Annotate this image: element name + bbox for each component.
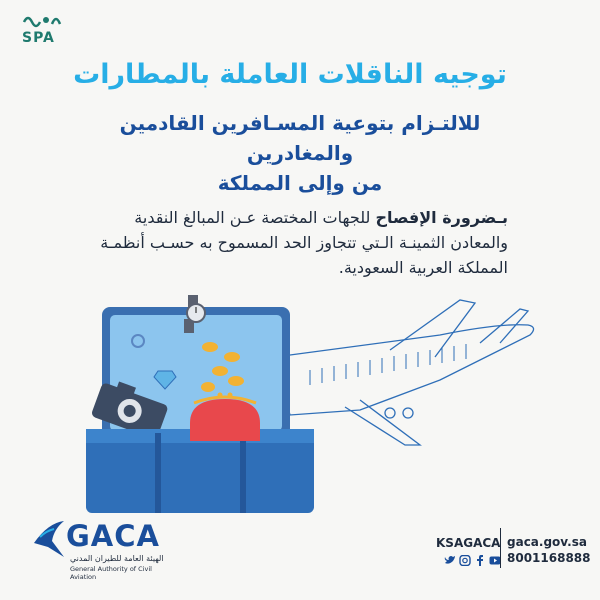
gaca-english-name: General Authority of Civil Aviation (70, 565, 152, 581)
social-icons (444, 551, 501, 562)
body-text (100, 205, 508, 280)
page-title: توجيه الناقلات العاملة بالمطارات (73, 59, 507, 90)
gaca-arabic-name: الهيئة العامة للطيران المدني (70, 554, 164, 563)
spa-logo-text: SPA (22, 30, 55, 46)
social-handle: KSAGACA (436, 536, 501, 550)
twitter-icon[interactable] (444, 551, 456, 562)
spa-emblem-icon (22, 12, 62, 28)
gaca-emblem-icon (30, 517, 66, 561)
phone-number: 8001168888 (507, 551, 591, 565)
wallet-icon (190, 393, 260, 442)
website-link[interactable]: gaca.gov.sa (507, 535, 587, 549)
facebook-icon[interactable] (474, 551, 486, 562)
footer-divider (500, 528, 501, 568)
spa-logo (22, 12, 62, 46)
suitcase-body (86, 429, 314, 513)
subtitle-line-2: من وإلى المملكة (217, 171, 383, 195)
subtitle-line-1: للالتـزام بتوعية المسـافرين القادمين والمغادرين (119, 111, 481, 165)
airplane-icon (275, 300, 534, 445)
gaca-brand-text: GACA (66, 519, 160, 553)
suitcase-illustration (60, 295, 560, 515)
gaca-logo (30, 515, 180, 581)
subtitle (80, 108, 520, 198)
body-rest: للجهات المختصة عـن المبالغ النقدية والمعادن الثمينـة الـتي تتجاوز الحد المسموح به حسـب أنظمـة المملكة العربية السعودية. (100, 208, 508, 277)
instagram-icon[interactable] (459, 551, 471, 562)
body-emphasis: بـضرورة الإفصاح (375, 208, 508, 227)
